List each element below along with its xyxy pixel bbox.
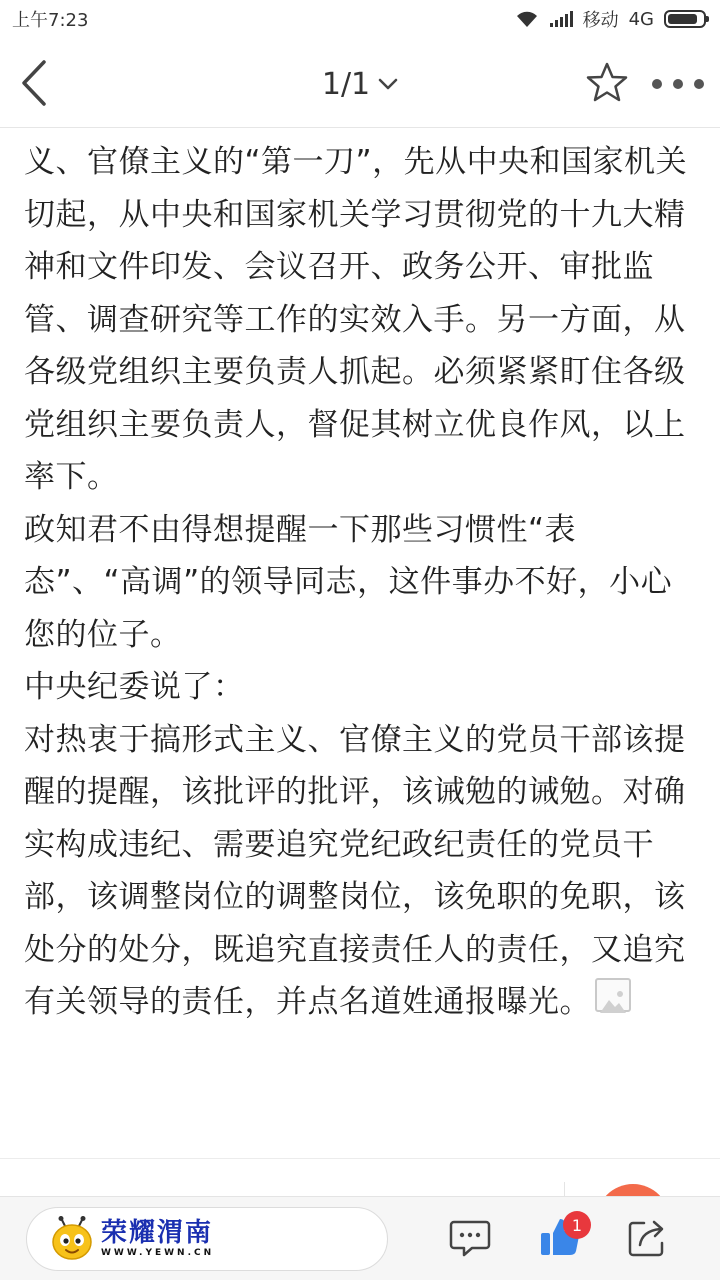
more-dot [694, 79, 704, 89]
wifi-icon [515, 10, 539, 28]
content-divider [0, 1158, 720, 1159]
brand-name: 荣耀渭南 [101, 1218, 214, 1247]
chevron-down-icon [378, 77, 398, 91]
article-paragraph: 中央纪委说了： [24, 669, 245, 705]
article-body [24, 136, 700, 1136]
comment-icon[interactable] [448, 1215, 492, 1259]
brand-url: WWW.YEWN.CN [101, 1248, 215, 1258]
brand-banner[interactable] [26, 1207, 388, 1271]
image-placeholder-icon[interactable] [595, 978, 631, 1012]
more-dot [673, 79, 683, 89]
signal-icon [549, 10, 573, 28]
like-count-badge: 1 [563, 1211, 591, 1239]
article-paragraph: 义、官僚主义的“第一刀”，先从中央和国家机关切起，从中央和国家机关学习贯彻党的十九大精神和文件印发、会议召开、政务公开、审批监管、调查研究等工作的实效入手。另一方面，从各级党组织主要负责人抓起。必须紧紧盯住各级党组织主要负责人，督促其树立优良作风，以上率下。 [24, 144, 688, 495]
battery-level [668, 14, 697, 24]
back-arrow-icon[interactable] [14, 56, 62, 110]
page-indicator: 1/1 [321, 66, 371, 102]
fab-edge [564, 1182, 565, 1196]
more-icon[interactable] [652, 64, 704, 104]
article-paragraph: 政知君不由得想提醒一下那些习惯性“表态”、“高调”的领导同志，这件事办不好，小心您的位子。 [24, 511, 673, 653]
share-icon[interactable] [626, 1215, 670, 1259]
more-dot [652, 79, 662, 89]
bee-mascot-icon [49, 1216, 95, 1262]
carrier-label: 移动 [582, 10, 619, 31]
nav-bar [0, 38, 720, 128]
status-indicators [515, 6, 706, 32]
brand-text [101, 1219, 214, 1259]
network-label: 4G [628, 8, 654, 30]
star-icon[interactable] [584, 60, 630, 106]
status-time: 上午7:23 [12, 10, 89, 31]
article-paragraph-last [24, 714, 700, 1029]
image-icon [597, 986, 629, 1016]
bottom-bar [0, 1196, 720, 1280]
page-selector[interactable] [300, 62, 420, 106]
battery-icon [664, 10, 706, 28]
status-bar [0, 0, 720, 38]
article-paragraph-text: 对热衷于搞形式主义、官僚主义的党员干部该提醒的提醒，该批评的批评，该诫勉的诫勉。对确实构成违纪、需要追究党纪政纪责任的党员干部，该调整岗位的调整岗位，该免职的免职，该处分的处分，既追究直接责任人的责任，又追究有关领导的责任，并点名道姓通报曝光。 [24, 721, 686, 1020]
